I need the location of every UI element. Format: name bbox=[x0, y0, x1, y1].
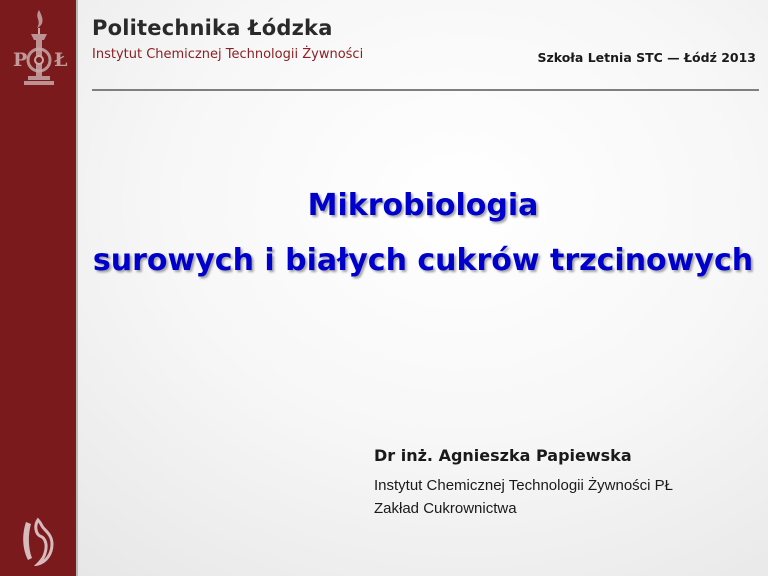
event-label: Szkoła Letnia STC — Łódź 2013 bbox=[537, 50, 756, 65]
sidebar bbox=[0, 0, 76, 576]
svg-text:Ł: Ł bbox=[54, 49, 68, 71]
svg-text:P: P bbox=[13, 49, 28, 71]
author-name: Dr inż. Agnieszka Papiewska bbox=[374, 446, 632, 465]
title-line-1: Mikrobiologia bbox=[307, 188, 539, 223]
institution-name: Politechnika Łódzka bbox=[92, 16, 333, 40]
title-line-2: surowych i białych cukrów trzcinowych bbox=[92, 243, 754, 278]
author-department: Zakład Cukrownictwa bbox=[374, 500, 517, 517]
header-divider bbox=[92, 89, 759, 91]
author-affiliation: Instytut Chemicznej Technologii Żywności PŁ bbox=[374, 477, 674, 494]
institute-name: Instytut Chemicznej Technologii Żywności bbox=[92, 47, 364, 62]
institute-logo-icon bbox=[18, 516, 58, 566]
sidebar-divider bbox=[76, 0, 78, 576]
university-emblem-icon bbox=[4, 4, 74, 90]
